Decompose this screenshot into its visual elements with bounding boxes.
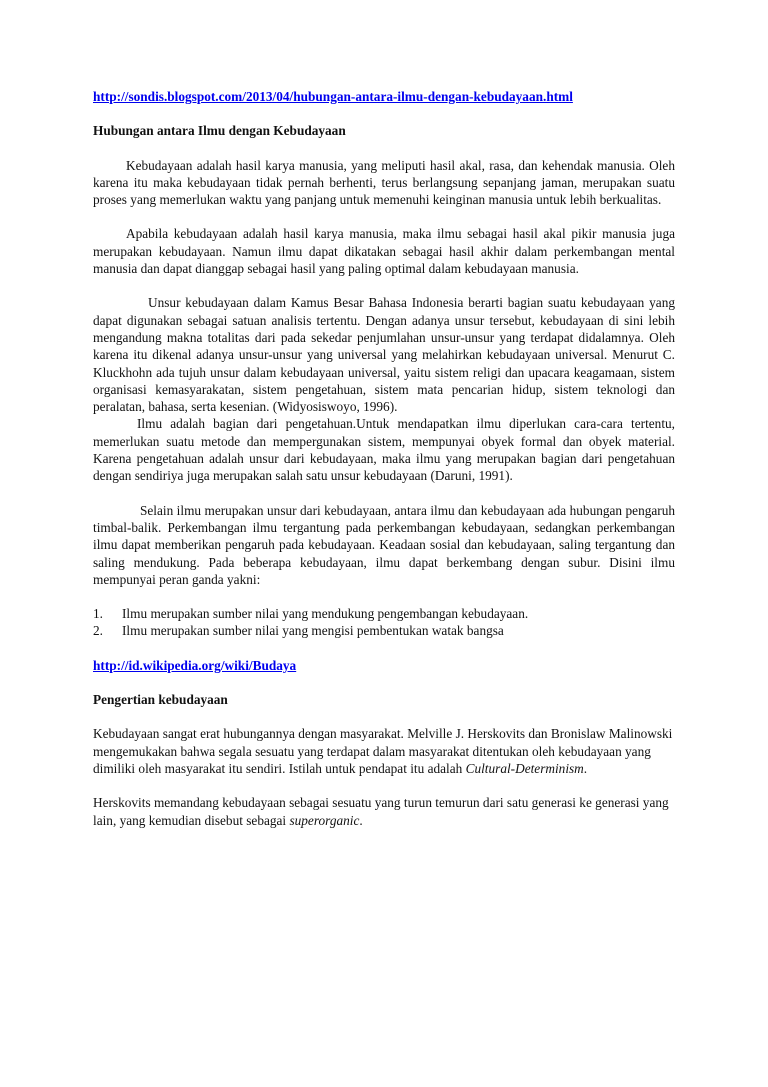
paragraph-1: Kebudayaan adalah hasil karya manusia, yang meliputi hasil akal, rasa, dan kehendak manusia. Oleh karena itu maka kebudayaan tidak pernah berhenti, terus berlangsung sepanjang jaman, merupakan suatu proses yang memerlukan waktu yang panjang untuk memenuhi keinginan manusia untuk lebih berkualitas.	[93, 157, 675, 208]
paragraph-7	[93, 794, 675, 829]
list-number: 1.	[93, 606, 103, 622]
section-title-pengertian: Pengertian kebudayaan	[93, 692, 228, 708]
source-link-sondis[interactable]: http://sondis.blogspot.com/2013/04/hubungan-antara-ilmu-dengan-kebudayaan.html	[93, 89, 573, 104]
paragraph-3: Unsur kebudayaan dalam Kamus Besar Bahasa Indonesia berarti bagian suatu kebudayaan yang dapat digunakan sebagai satuan analisis tertentu. Dengan adanya unsur tersebut, kebudayaan di sini lebih mengandung makna totalitas dari pada sekedar penjumlahan unsur-unsur yang terdapat didalamnya. Oleh karena itu dikenal adanya unsur-unsur yang universal yang melahirkan kebudayaan universal. Menurut C. Kluckhohn ada tujuh unsur dalam kebudayaan universal, yaitu sistem religi dan upacara keagamaan, sistem organisasi kemasyarakatan, sistem pengetahuan, sistem mata pencarian hidup, sistem teknologi dan peralatan, bahasa, serta kesenian. (Widyosiswoyo, 1996).	[93, 295, 675, 415]
term-superorganic: superorganic	[289, 812, 360, 828]
term-cultural-determinism: Cultural-Determinism	[465, 760, 584, 776]
paragraph-7-end: .	[359, 812, 363, 828]
paragraph-7-text: Herskovits memandang kebudayaan sebagai sesuatu yang turun temurun dari satu generasi ke generasi yang lain, yang kemudian disebut sebagai	[93, 795, 669, 828]
paragraph-6	[93, 725, 675, 777]
source-link-wikipedia[interactable]: http://id.wikipedia.org/wiki/Budaya	[93, 657, 297, 673]
paragraph-6-text: Kebudayaan sangat erat hubungannya dengan masyarakat. Melville J. Herskovits dan Bronislaw Malinowski mengemukakan bahwa segala sesuatu yang terdapat dalam masyarakat ditentukan oleh kebudayaan yang dimiliki oleh masyarakat itu sendiri. Istilah untuk pendapat itu adalah	[93, 726, 673, 776]
list-number: 2.	[93, 623, 103, 639]
role-list	[93, 605, 675, 640]
document-content	[93, 88, 675, 829]
paragraph-6-end: .	[583, 760, 588, 776]
paragraph-2: Apabila kebudayaan adalah hasil karya manusia, maka ilmu sebagai hasil akal pikir manusia juga merupakan kebudayaan. Namun ilmu dapat dikatakan sebagai hasil akhir dalam perkembangan mental manusia dan dapat dianggap sebagai hasil yang paling optimal dalam kebudayaan manusia.	[93, 226, 675, 277]
list-text: Ilmu merupakan sumber nilai yang mengisi pembentukan watak bangsa	[122, 623, 504, 639]
list-text: Ilmu merupakan sumber nilai yang mendukung pengembangan kebudayaan.	[122, 606, 529, 622]
list-item	[93, 622, 675, 639]
section-title-hubungan: Hubungan antara Ilmu dengan Kebudayaan	[93, 123, 346, 139]
paragraph-4: Ilmu adalah bagian dari pengetahuan.Untuk mendapatkan ilmu diperlukan cara-cara tertentu, memerlukan suatu metode dan mempergunakan sistem, mempunyai obyek formal dan obyek material. Karena pengetahuan adalah unsur dari kebudayaan, maka ilmu yang merupakan bagian dari pengetahuan dengan sendiriya juga merupakan salah satu unsur kebudayaan (Daruni, 1991).	[93, 416, 675, 484]
list-item	[93, 605, 675, 622]
paragraph-5: Selain ilmu merupakan unsur dari kebudayaan, antara ilmu dan kebudayaan ada hubungan pengaruh timbal-balik. Perkembangan ilmu tergantung pada perkembangan kebudayaan, sedangkan perkembangan ilmu dapat memberikan pengaruh pada kebudayaan. Keadaan sosial dan kebudayaan, saling tergantung dan saling mendukung. Pada beberapa kebudayaan, ilmu dapat berkembang dengan subur. Disini ilmu mempunyai peran ganda yakni:	[93, 502, 675, 587]
